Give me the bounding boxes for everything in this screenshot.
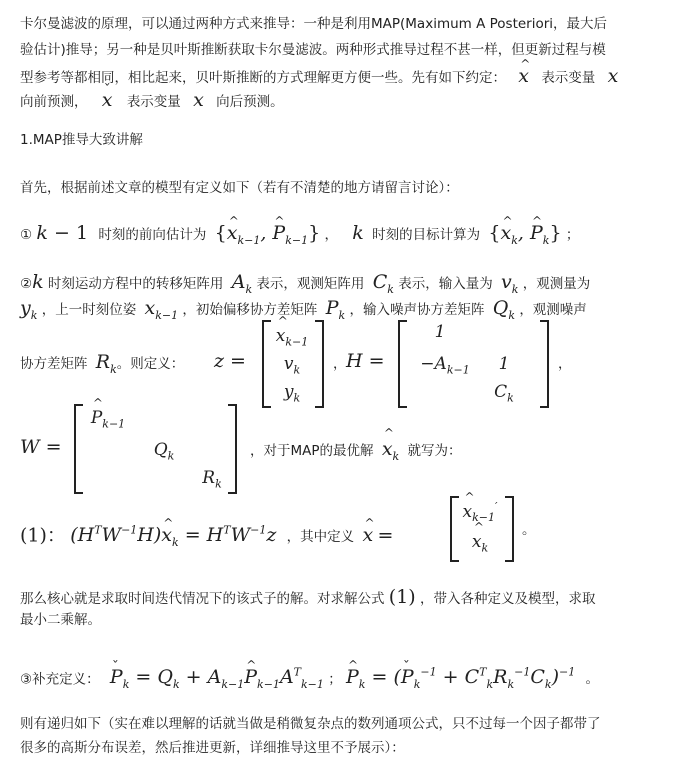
item-2-k: 。则定义： [116, 356, 185, 372]
intro-line-3 [20, 64, 676, 90]
W-cell-33: $R_k$ [202, 468, 222, 491]
core-line-2: 最小二乘解。 [20, 612, 101, 628]
bracket-H-left [398, 320, 407, 408]
math-xhat-k: ^ $x_k$ [382, 438, 399, 463]
item-2-h: ，输入噪声协方差矩阵 [349, 302, 485, 318]
item-2-g: ，初始偏移协方差矩阵 [182, 302, 318, 318]
math-H-eq: H = [346, 350, 385, 372]
item-1-marker: ① [20, 227, 33, 243]
bracket-H-right [540, 320, 549, 408]
w-text-a: ，对于MAP的最优解 [250, 443, 374, 459]
core-line-1-b: ，带入各种定义及模型，求取 [420, 591, 596, 607]
supp-formula-2: ^ $P_k$ = (ˇ $P_k^{-1} + C^T_kR_k^{-1}C_k)^{-1}$ [346, 666, 575, 688]
math-xhat-def: ^ x [362, 520, 373, 550]
math-x-2: x [193, 89, 204, 111]
para-first: 首先，根据前述文章的模型有定义如下（若有不清楚的地方请留言讨论）： [20, 180, 459, 196]
math-k-2: k [32, 271, 44, 293]
item-2-f: ，上一时刻位姿 [41, 302, 137, 318]
math-target: {^ $x_k$, ^ $P_k$} [488, 222, 561, 244]
xhat-cell-2: ^ $x_k$ [450, 532, 510, 554]
item-1-c: ， [324, 227, 338, 243]
item-2-b: 时刻运动方程中的转移矩阵用 [47, 276, 224, 292]
supp-formula-1: ˇ $P_k = Q_k$ + $A_{k-1}\^{}$ $P_{k-1}A^T_{k-1}$ [110, 666, 324, 688]
supp-line [20, 658, 599, 700]
w-line-text [250, 438, 462, 463]
xhat-cell-1: ^ $x_{k-1}'$ [450, 500, 510, 524]
math-x: x [607, 65, 619, 87]
W-cell-11: ^ $P_{k-1}$ [78, 408, 138, 430]
item-2-d: 表示，输入量为 [398, 276, 493, 292]
intro-line-2: 验估计)推导；另一种是贝叶斯推断获取卡尔曼滤波。两种形式推导过程不甚一样，但更新过程与模 [20, 42, 606, 58]
item-2-line-2 [20, 296, 676, 328]
intro-line-4-b: 表示变量 [126, 94, 181, 110]
math-Rk: $R_k$ [95, 351, 117, 376]
intro-line-1: 卡尔曼滤波的原理，可以通过两种方式来推导：一种是利用MAP(Maximum A Posteriori，最大后 [20, 16, 608, 32]
math-Qk: $Q_k$ [492, 297, 516, 322]
bracket-W-right [228, 404, 237, 494]
item-1-d: 时刻的目标计算为 [372, 227, 481, 243]
recur-line-1: 则有递归如下（实在难以理解的话就当做是稍微复杂点的数列通项公式，只不过每一个因子都带了 [20, 716, 601, 732]
eq1-label: (1)： [20, 524, 66, 547]
H-cell-32: $C_k$ [494, 382, 514, 405]
bracket-z-right [315, 320, 324, 408]
comma-2: ， [558, 356, 572, 372]
bracket-xhat-right [505, 496, 514, 562]
math-Ck: $C_k$ [372, 271, 394, 296]
section-title: 1.MAP推导大致讲解 [20, 132, 143, 148]
math-k-minus-1: k − 1 [36, 222, 89, 244]
eq1-text: ，其中定义 [286, 529, 355, 546]
intro-line-4-c: 向后预测。 [216, 94, 284, 110]
math-xcheck: ˇ x [102, 88, 113, 112]
math-Pk: $P_k$ [325, 297, 346, 322]
recur-line-2: 很多的高斯分布误差，然后推进更新，详细推导这里不予展示）： [20, 740, 405, 756]
H-cell-22: 1 [498, 354, 510, 374]
core-line-1-a: 那么核心就是求取时间迭代情况下的该式子的解。对求解公式 [20, 591, 385, 607]
math-W-eq: W = [20, 436, 62, 458]
w-text-b: 就写为： [407, 443, 462, 459]
H-cell-21: $-A_{k-1}$ [420, 354, 470, 377]
math-k: k [352, 222, 364, 244]
math-eq-ref: (1) [388, 586, 416, 608]
math-prev-estimate: {^ $x_{k-1}$, ^ $P_{k-1}$} [215, 222, 321, 244]
item-2-c: 表示，观测矩阵用 [256, 276, 365, 292]
item-2-e: ，观测量为 [522, 276, 591, 292]
math-z-eq: z = [214, 350, 246, 372]
semicolon: ； [328, 671, 342, 688]
item-2-marker: ② [20, 276, 33, 292]
math-xk-1: $x_{k-1}$ [144, 297, 179, 322]
z-cell-2: $v_k$ [283, 354, 301, 377]
z-cell-1: ^ $x_{k-1}$ [262, 326, 322, 348]
math-yk: $y_k$ [20, 297, 38, 322]
intro-line-4-a: 向前预测， [20, 94, 88, 110]
item-1-b: 时刻的前向估计为 [98, 227, 207, 243]
eq1-formula: $(H^TW^{-1}H)\^{}$ $x_k = H^TW^{-1}z$ [70, 524, 276, 546]
item-2-i: ，观测噪声 [519, 302, 587, 318]
period-2: 。 [585, 671, 599, 688]
math-vk: $v_k$ [501, 271, 519, 296]
W-cell-22: $Q_k$ [153, 440, 175, 463]
math-Ak: $A_k$ [231, 271, 253, 296]
item-1-e: ； [565, 227, 580, 243]
period-1: 。 [522, 522, 536, 538]
equation-1: (1)： $(H^TW^{-1}H)\^{}$ $x_k = H^TW^{-1}z$ ，其中定义 ^ x = [20, 516, 393, 558]
intro-line-3-text: 型参考等都相同，相比起来，贝叶斯推断的方式理解更方便一些。先有如下约定： [20, 70, 506, 86]
intro-line-3-a: 表示变量 [541, 70, 596, 86]
item-2-line-3 [20, 350, 184, 382]
z-cell-3: $y_k$ [283, 382, 301, 405]
comma-1: ， [333, 356, 347, 372]
H-cell-11: 1 [434, 322, 446, 342]
item-2-j: 协方差矩阵 [20, 356, 88, 372]
supp-label: ③补充定义： [20, 671, 100, 688]
math-xhat: ^ x [518, 64, 529, 88]
item-1 [20, 218, 676, 256]
intro-line-4 [20, 88, 676, 114]
